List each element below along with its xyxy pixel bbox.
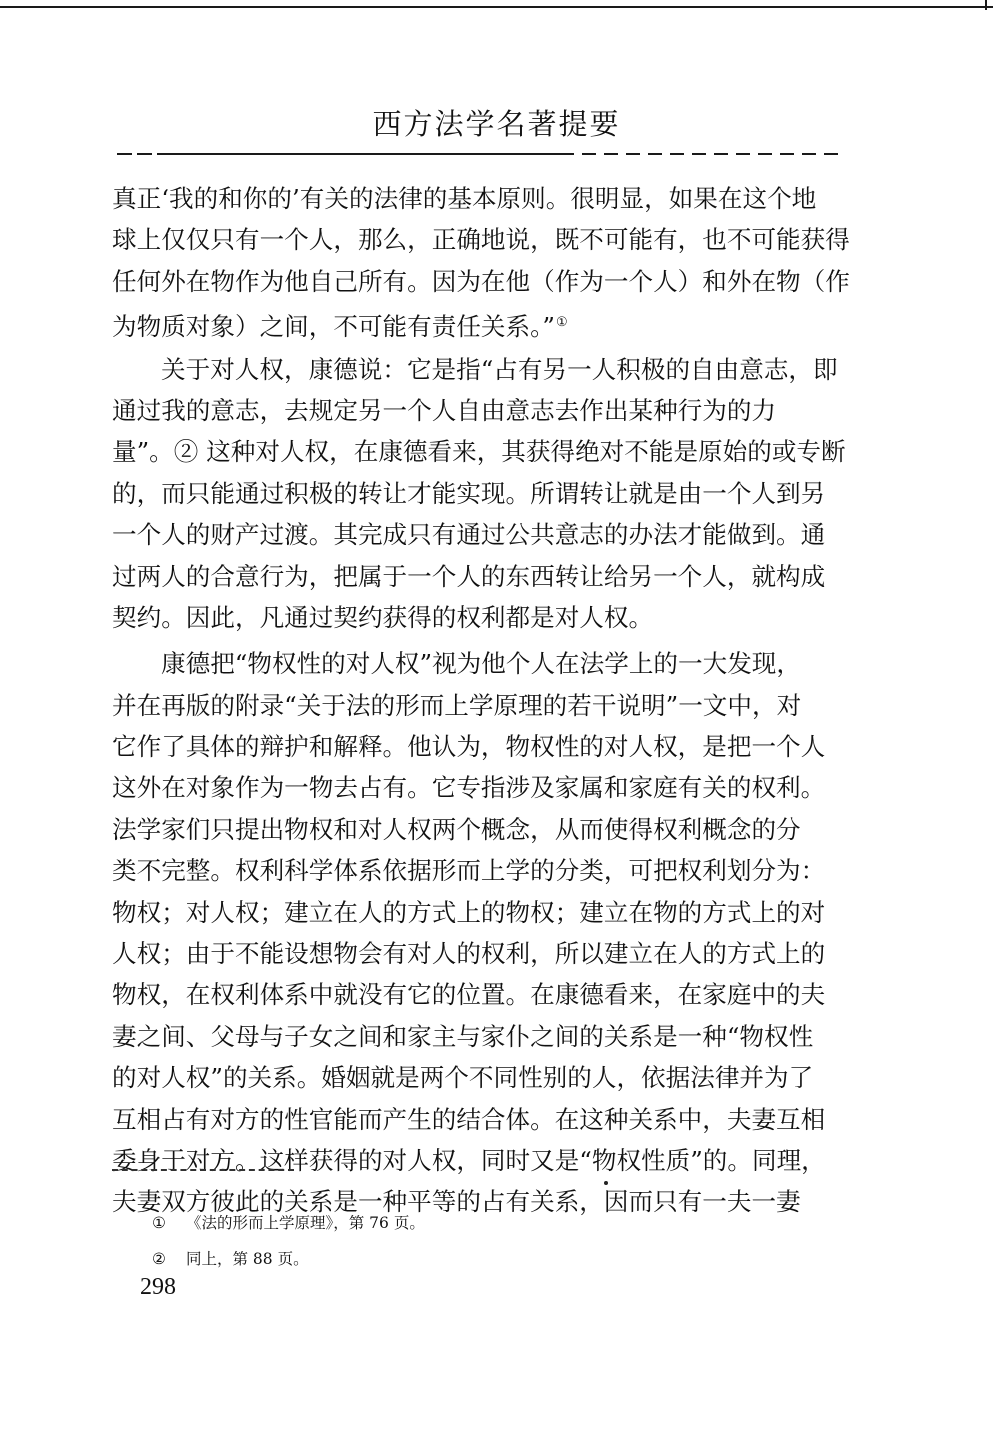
- body-line-text: 关于对人权，康德说：它是指“占有另一人积极的自由意志，即: [161, 354, 838, 384]
- body-line: [112, 1099, 847, 1140]
- body-line: [112, 643, 847, 684]
- body-line: [112, 974, 847, 1015]
- body-line-text: 的，而只能通过积极的转让才能实现。所谓转让就是由一个人到另: [112, 478, 826, 508]
- body-line-text: 通过我的意志，去规定另一个人自由意志去作出某种行为的力: [112, 395, 777, 425]
- body-line-text: 物权，在权利体系中就没有它的位置。在康德看来，在家庭中的夫: [112, 980, 826, 1010]
- running-head: 西方法学名著提要: [372, 107, 621, 141]
- body-line-text: 它作了具体的辩护和解释。他认为，物权性的对人权，是把一个人: [112, 732, 826, 762]
- page-top-rule: [0, 6, 993, 8]
- body-text: [112, 178, 850, 1223]
- body-line-text: 这外在对象作为一物去占有。它专指涉及家属和家庭有关的权利。: [112, 773, 826, 803]
- body-line-text: 一个人的财产过渡。其完成只有通过公共意志的办法才能做到。通: [112, 520, 826, 550]
- body-line: [112, 597, 847, 638]
- footnote-2: [152, 1248, 309, 1270]
- body-line: [112, 767, 847, 808]
- footnote-reference: ①: [555, 315, 568, 331]
- body-line-text: 并在再版的附录“关于法的形而上学原理的若干说明”一文中，对: [112, 690, 802, 720]
- body-line-text: 法学家们只提出物权和对人权两个概念，从而使得权利概念的分: [112, 814, 801, 844]
- page-number: 298: [140, 1274, 176, 1300]
- body-line: [112, 390, 847, 431]
- body-line-text: 的对人权”的关系。婚姻就是两个不同性别的人，依据法律并为了: [112, 1063, 814, 1093]
- footnote-1-mark: ①: [152, 1214, 166, 1232]
- body-line: [112, 178, 847, 219]
- body-line: [112, 726, 847, 767]
- body-line: [112, 809, 847, 850]
- body-line: [112, 349, 847, 390]
- body-line: [112, 473, 847, 514]
- body-line-text: 委身于对方。这样获得的对人权，同时又是“物权性质”的。同理，: [112, 1145, 826, 1175]
- body-line: [112, 892, 847, 933]
- scan-corner-mark: [985, 0, 987, 10]
- body-line-text: 为物质对象）之间，不可能有责任关系。”: [112, 312, 555, 342]
- footnote-1-text: 《法的形而上学原理》，第 76 页。: [186, 1214, 425, 1232]
- footnote-2-text: 同上，第 88 页。: [186, 1250, 309, 1268]
- body-line-text: 夫妻双方彼此的关系是一种平等的占有关系，因而只有一夫一妻: [112, 1187, 801, 1217]
- body-line-text: 过两人的合意行为，把属于一个人的东西转让给另一个人，就构成: [112, 561, 826, 591]
- body-line: [112, 302, 847, 343]
- body-line: [112, 685, 847, 726]
- body-line-text: 球上仅仅只有一个人，那么，正确地说，既不可能有，也不可能获得: [112, 225, 850, 255]
- scan-speck: [604, 1181, 608, 1185]
- body-line-text: 类不完整。权利科学体系依据形而上学的分类，可把权利划分为：: [112, 856, 826, 886]
- body-line: [112, 933, 847, 974]
- body-line: [112, 1016, 847, 1057]
- body-line-text: 康德把“物权性的对人权”视为他个人在法学上的一大发现，: [161, 649, 801, 679]
- body-line-text: 互相占有对方的性官能而产生的结合体。在这种关系中，夫妻互相: [112, 1104, 826, 1134]
- body-line: [112, 514, 847, 555]
- body-line: [112, 1140, 847, 1181]
- body-line-text: 真正‘我的和你的’有关的法律的基本原则。很明显，如果在这个地: [112, 184, 817, 213]
- footnote-1: [152, 1212, 425, 1234]
- body-line: [112, 556, 847, 597]
- running-head-rule: [112, 153, 842, 155]
- body-line: [112, 431, 847, 472]
- body-line-text: 物权；对人权；建立在人的方式上的物权；建立在物的方式上的对: [112, 897, 826, 927]
- body-line-text: 妻之间、父母与子女之间和家主与家仆之间的关系是一种“物权性: [112, 1021, 814, 1051]
- body-line: [112, 219, 850, 260]
- body-line: [112, 1057, 847, 1098]
- footnote-separator: [112, 1169, 294, 1171]
- body-line-text: 人权；由于不能设想物会有对人的权利，所以建立在人的方式上的: [112, 939, 826, 969]
- body-line-text: 任何外在物作为他自己所有。因为在他（作为一个人）和外在物（作: [112, 266, 850, 296]
- body-line: [112, 261, 850, 302]
- body-line-text: 量”。② 这种对人权，在康德看来，其获得绝对不能是原始的或专断: [112, 437, 846, 467]
- footnote-2-mark: ②: [152, 1250, 166, 1268]
- body-line: [112, 850, 847, 891]
- body-line-text: 契约。因此，凡通过契约获得的权利都是对人权。: [112, 602, 654, 632]
